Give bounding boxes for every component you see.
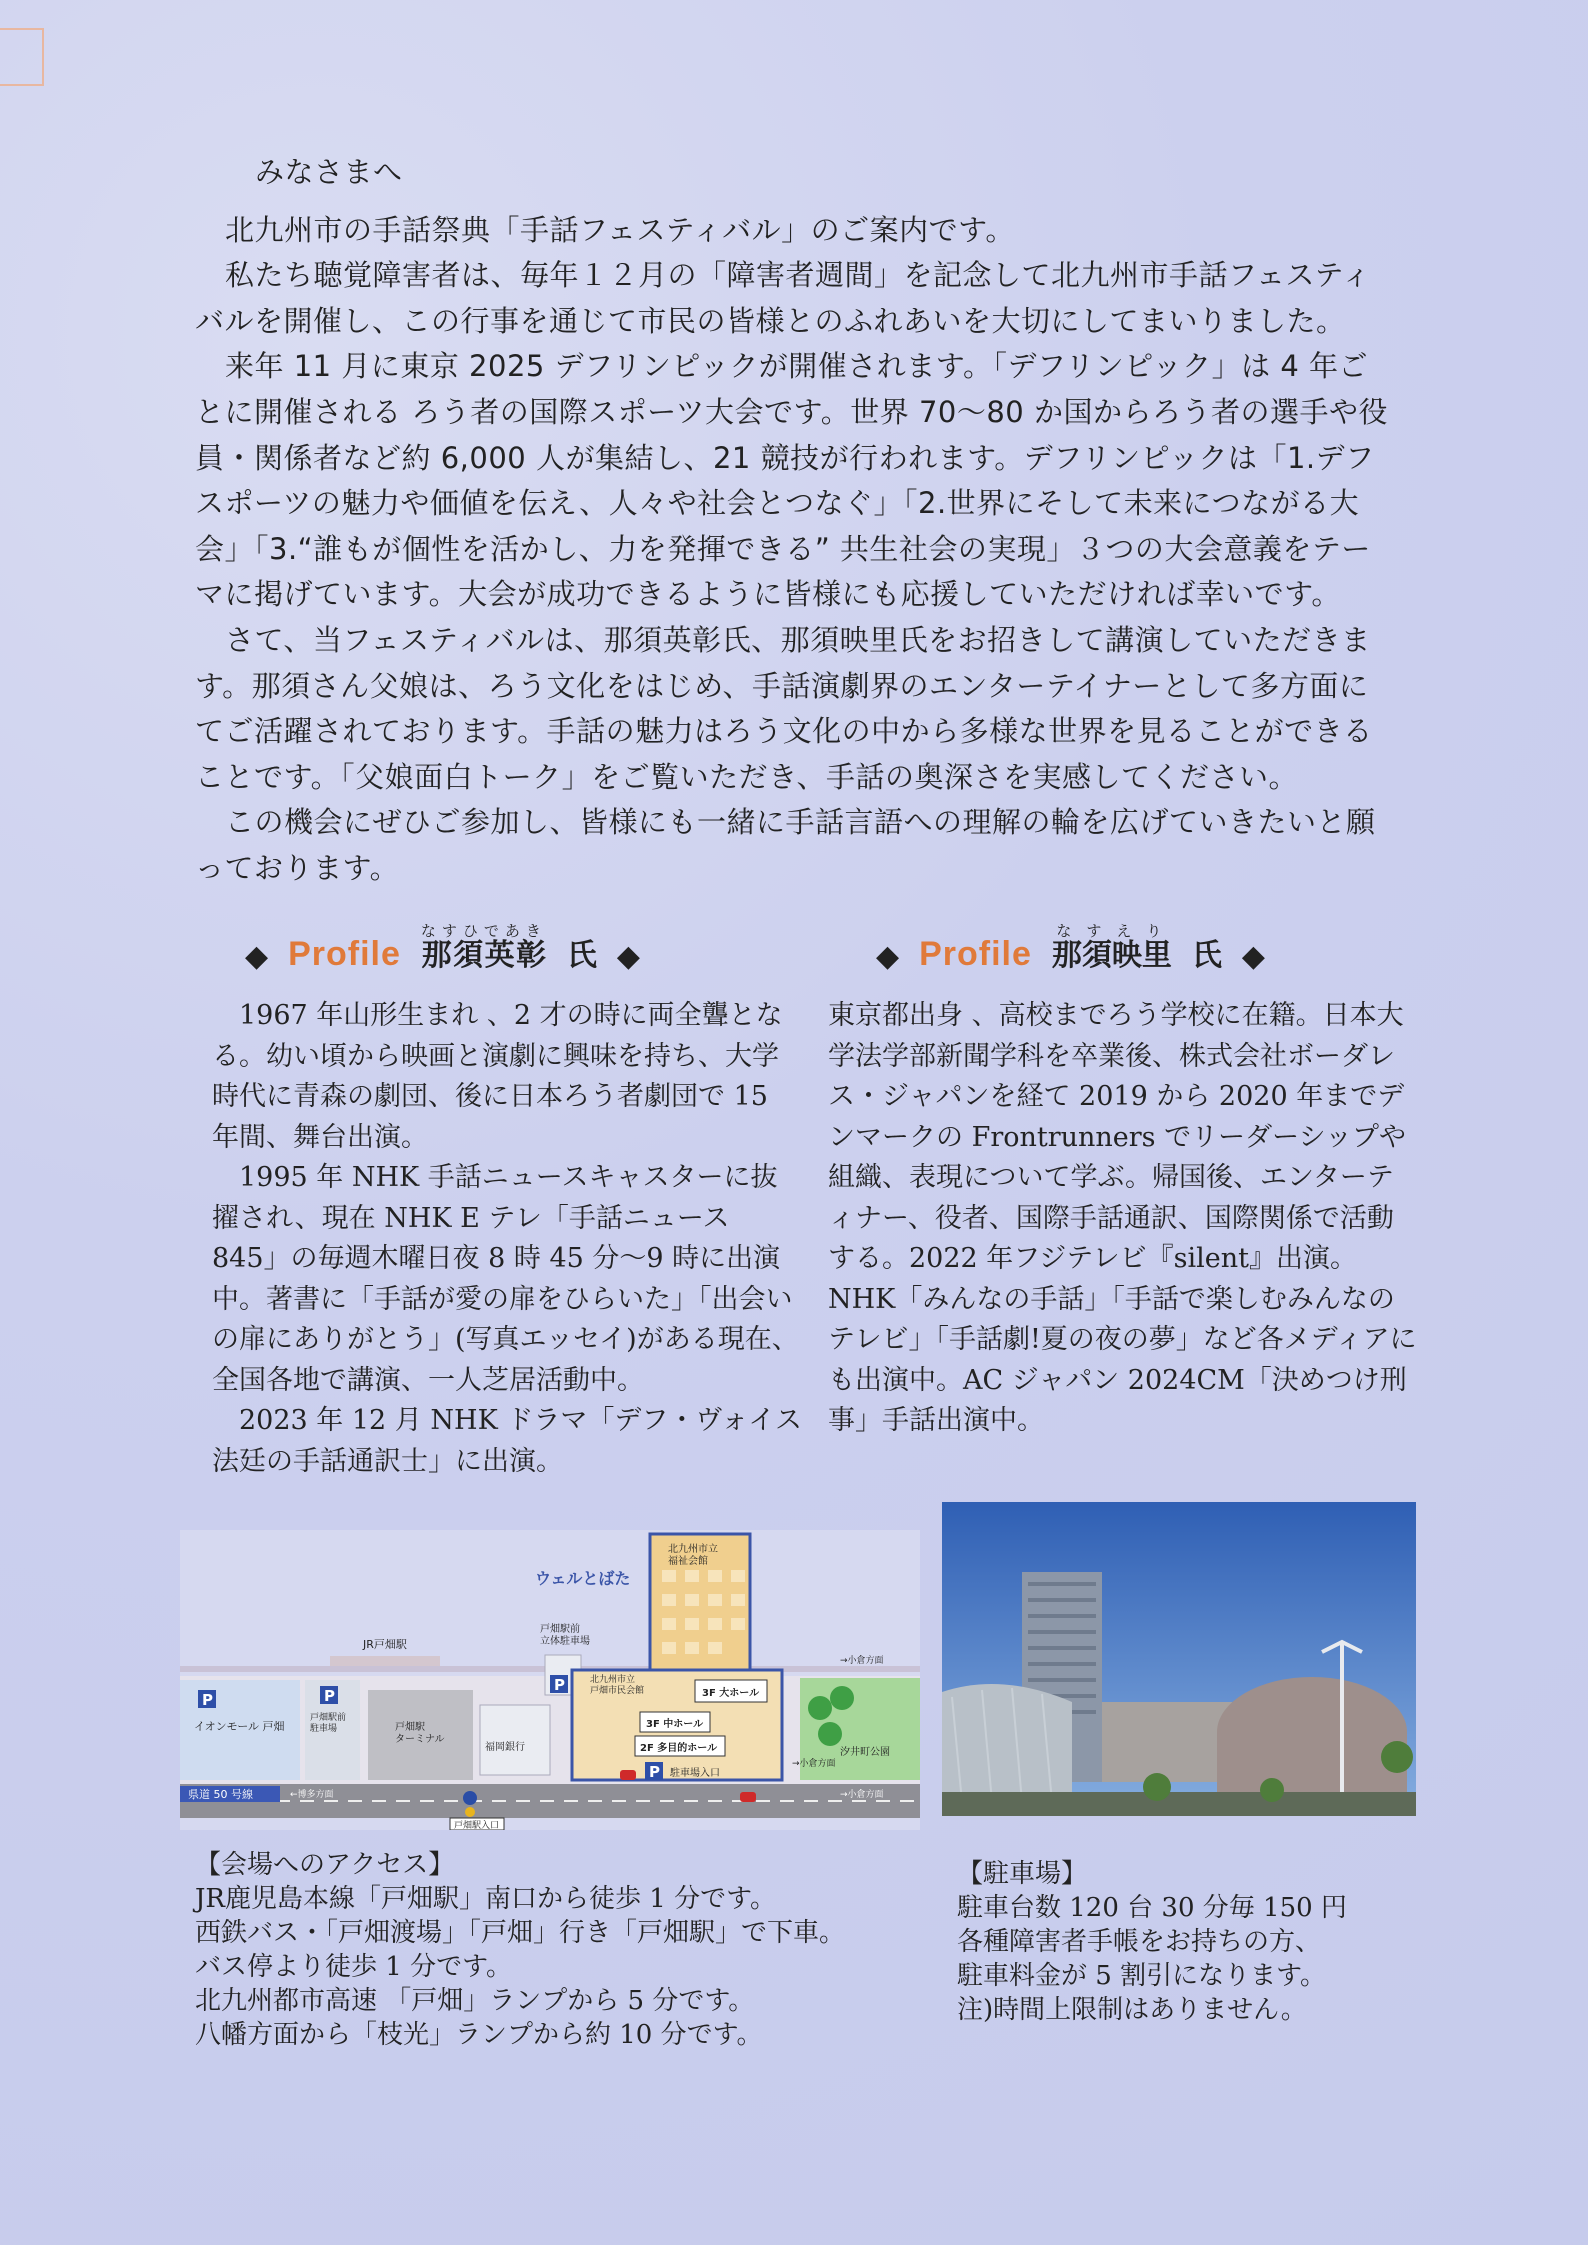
venue-photo [942, 1502, 1416, 1816]
label-hall-3f-large: 3F 大ホール [702, 1688, 760, 1699]
access-line: 西鉄バス・「戸畑渡場」「戸畑」行き「戸畑駅」で下車。 [195, 1918, 846, 1948]
p-label: P [324, 1687, 335, 1705]
tree [818, 1722, 842, 1746]
profile-text-hideaki [212, 996, 802, 1482]
corner-mark [0, 28, 44, 86]
letter-paragraph: さて、当フェスティバルは、那須英彰氏、那須映里氏をお招きして講演していただきます。那須さん父娘は、ろう文化をはじめ、手話演劇界のエンターテイナーとして多方面にてご活躍されております。手話の魅力はろう文化の中から多様な世界を見ることができることです。「父娘面白トーク」をご覧いただき、手話の奥深さを実感してください。 [195, 622, 1373, 794]
car-icon [620, 1770, 636, 1780]
profile-paragraph: 1967 年山形生まれ 、2 才の時に両全聾となる。幼い頃から映画と演劇に興味を持ち、大学時代に青森の劇団、後に日本ろう者劇団で 15 年間、舞台出演。 [212, 1000, 783, 1153]
label-parking-garage: 戸畑駅前立体駐車場 [540, 1624, 590, 1647]
parking-line: 駐車台数 120 台 30 分毎 150 円 [957, 1893, 1347, 1923]
p-label: P [202, 1691, 213, 1709]
label-to-kokura-right: →小倉方面 [792, 1759, 836, 1769]
tree [830, 1686, 854, 1710]
label-welle: ウェルとばた [535, 1569, 631, 1588]
access-line: JR鹿児島本線「戸畑駅」南口から徒歩 1 分です。 [195, 1884, 776, 1914]
access-info [195, 1848, 845, 2052]
profile-text-eri [828, 996, 1418, 1442]
tree [1260, 1778, 1284, 1802]
tree [808, 1696, 832, 1720]
profile-paragraph: 東京都出身 、高校までろう学校に在籍。日本大学法学部新聞学科を卒業後、株式会社ボーダレス・ジャパンを経て 2019 から 2020 年までデンマークの Frontrunners でリーダーシップや組織、表現について学ぶ。帰国後、エンターティナー、役者、国際手話通訳、国際関係で活動する。2022 年フジテレビ『silent』出演。NHK「みんなの手話」「手話で楽しむみんなのテレビ」「手話劇!夏の夜の夢」など各メディアにも出演中。AC ジャパン 2024CM「決めつけ刑事」手話出演中。 [828, 1000, 1417, 1436]
name-suffix: 氏 [1191, 938, 1222, 973]
access-heading: 【会場へのアクセス】 [195, 1850, 455, 1880]
letter-paragraph: 北九州市の手話祭典「手話フェスティバル」のご案内です。 [225, 212, 1015, 247]
label-to-kokura-bottom: →小倉方面 [840, 1790, 884, 1800]
parking-heading: 【駐車場】 [957, 1859, 1088, 1889]
label-bank: 福岡銀行 [485, 1742, 525, 1753]
round-hall-base [1217, 1732, 1407, 1792]
letter-paragraph: 私たち聴覚障害者は、毎年１２月の「障害者週間」を記念して北九州市手話フェスティバルを開催し、この行事を通じて市民の皆様とのふれあいを大切にしてまいりました。 [195, 258, 1372, 338]
label-jr-station: JR戸畑駅 [363, 1638, 407, 1651]
diamond-icon: ◆ [1241, 939, 1265, 974]
parking-line: 各種障害者手帳をお持ちの方、 [957, 1927, 1322, 1957]
parking-line: 注)時間上限制はありません。 [957, 1995, 1307, 2025]
label-aeon: イオンモール 戸畑 [194, 1720, 285, 1733]
letter-paragraph: この機会にぜひご参加し、皆様にも一緒に手話言語への理解の輪を広げていきたいと願っております。 [195, 805, 1376, 885]
access-line: 北九州都市高速 「戸畑」ランプから 5 分です。 [195, 1986, 755, 2016]
venue-map [180, 1530, 920, 1830]
letter-paragraph: 来年 11 月に東京 2025 デフリンピックが開催されます。「デフリンピック」は 4 年ごとに開催される ろう者の国際スポーツ大会です。世界 70～80 か国からろう者の選手や役員・関係者など約 6,000 人が集結し、21 競技が行われます。デフリンピックは「1.デフスポーツの魅力や価値を伝え、人々や社会とつなぐ」「2.世界にそして未来につながる大会」「3.“誰もが個性を活かし、力を発揮できる” 共生社会の実現」３つの大会意義をテーマに掲げています。大会が成功できるように皆様にも応援していただければ幸いです。 [195, 349, 1388, 612]
station-platform [330, 1656, 440, 1666]
parking-info [957, 1857, 1347, 2027]
tree [1381, 1741, 1413, 1773]
access-line: バス停より徒歩 1 分です。 [195, 1952, 512, 1982]
low-building [1102, 1702, 1232, 1782]
canopy [942, 1684, 1072, 1802]
p-label: P [554, 1676, 565, 1694]
diamond-icon: ◆ [616, 939, 640, 974]
label-to-hakata: ←博多方面 [290, 1790, 334, 1800]
ground-strip [942, 1792, 1416, 1816]
access-line: 八幡方面から「枝光」ランプから約 10 分です。 [195, 2020, 763, 2050]
bank-block [480, 1705, 550, 1775]
profile-heading-eri [876, 922, 1265, 974]
label-park: 汐井町公園 [840, 1747, 890, 1758]
profile-name: 那須英彰なすひであき [420, 922, 547, 973]
label-civic-hall: 北九州市立戸畑市民会館 [590, 1675, 645, 1696]
label-terminal: 戸畑駅ターミナル [395, 1722, 445, 1745]
label-hall-3f-mid: 3F 中ホール [646, 1719, 704, 1730]
car-icon [740, 1792, 756, 1802]
p-label: P [649, 1763, 660, 1781]
tree [1143, 1773, 1171, 1801]
letter-body [195, 150, 1395, 892]
name-suffix: 氏 [566, 938, 597, 973]
profile-label: Profile [919, 935, 1032, 973]
label-station-parking: 戸畑駅前駐車場 [310, 1713, 347, 1734]
diamond-icon: ◆ [876, 939, 900, 974]
diamond-icon: ◆ [245, 939, 269, 974]
greeting: みなさまへ [255, 155, 403, 189]
traffic-light [465, 1807, 475, 1817]
profile-paragraph: 1995 年 NHK 手話ニュースキャスターに抜擢され、現在 NHK E テレ「手話ニュース 845」の毎週木曜日夜 8 時 45 分～9 時に出演中。著書に「手話が愛の扉をひらいた」「出会いの扉にありがとう」(写真エッセイ)がある現在、全国各地で講演、一人芝居活動中。 [212, 1162, 799, 1396]
profile-label: Profile [288, 935, 401, 973]
label-route50: 県道 50 号線 [188, 1788, 253, 1801]
label-to-kokura-top: →小倉方面 [840, 1656, 884, 1666]
label-welfare-hall: 北九州市立福祉会館 [668, 1544, 718, 1567]
traffic-light [463, 1791, 477, 1805]
profile-name: 那須映里なすえり [1051, 922, 1172, 973]
profile-heading-hideaki [245, 922, 640, 974]
label-station-entrance: 戸畑駅入口 [454, 1821, 500, 1830]
label-hall-2f: 2F 多目的ホール [640, 1743, 718, 1754]
parking-line: 駐車料金が 5 割引になります。 [957, 1961, 1326, 1991]
profile-paragraph: 2023 年 12 月 NHK ドラマ「デフ・ヴォイス 法廷の手話通訳士」に出演。 [212, 1405, 802, 1477]
label-parking-entrance: 駐車場入口 [670, 1768, 720, 1779]
